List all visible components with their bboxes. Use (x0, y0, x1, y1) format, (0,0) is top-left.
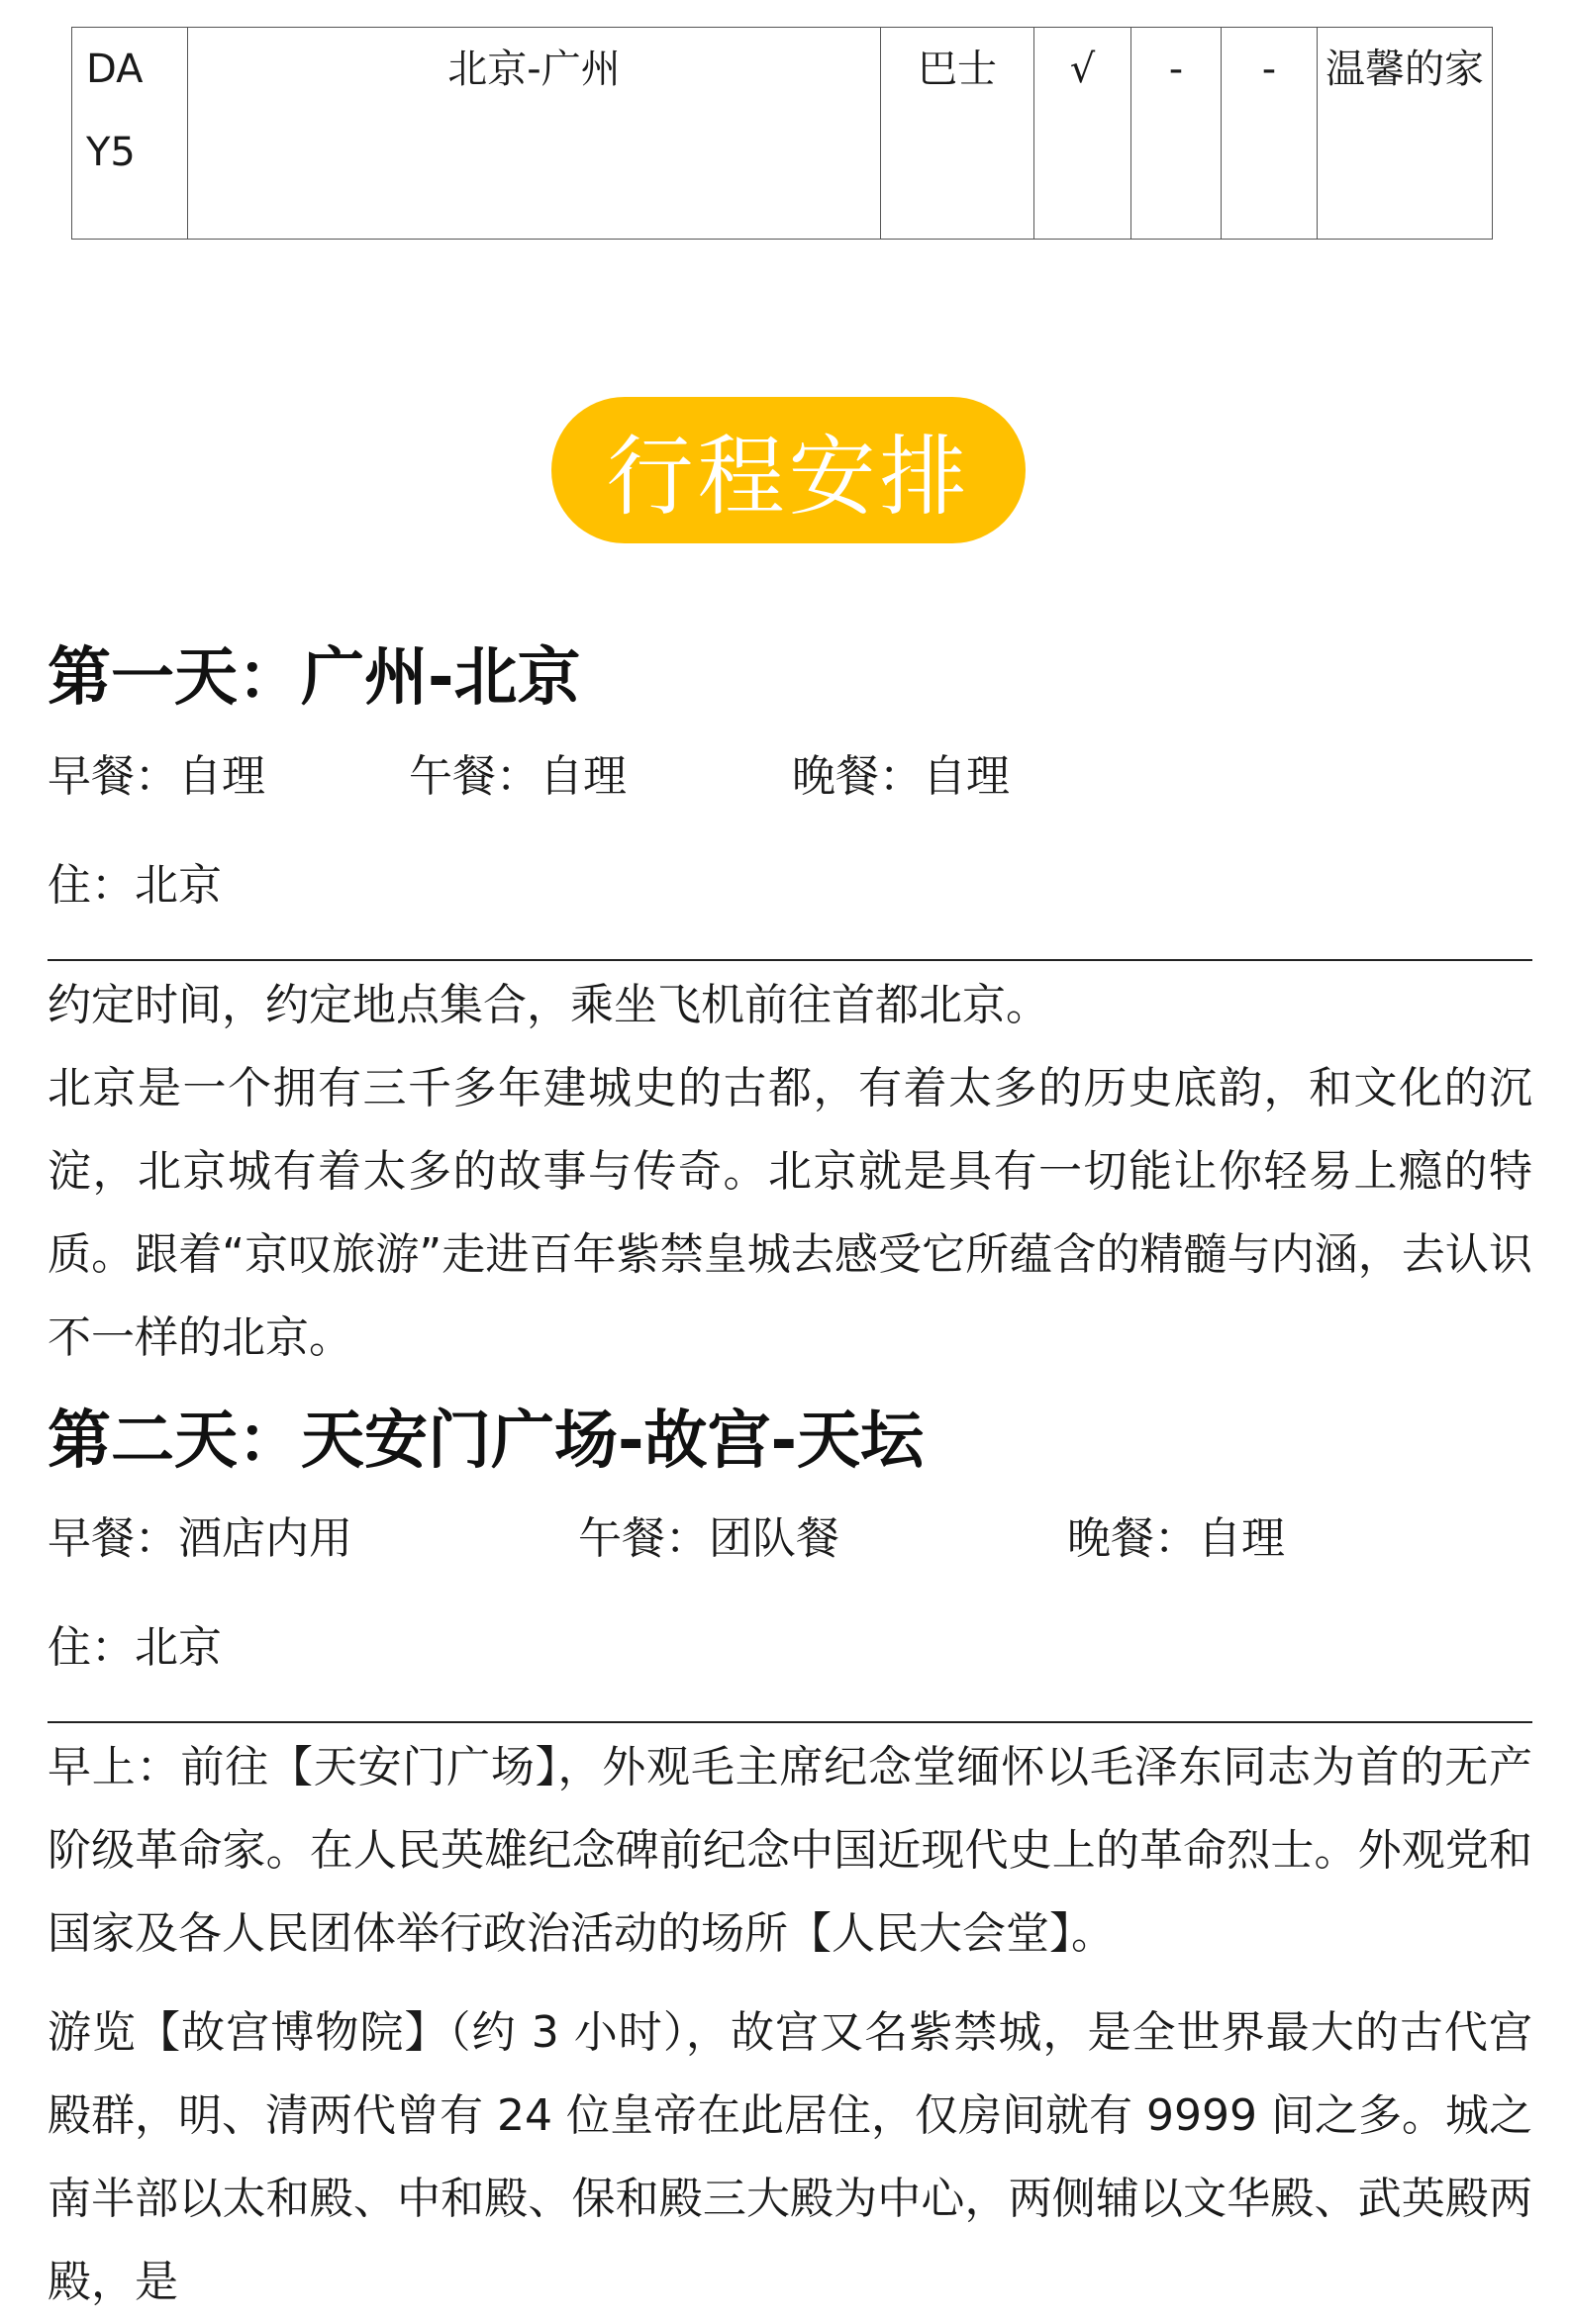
day1-breakfast: 早餐：自理 (48, 751, 265, 802)
day2-heading: 第二天：天安门广场-故宫-天坛 (48, 1404, 925, 1478)
breakfast-cell: √ (1034, 28, 1131, 240)
day2-paragraph-2: 游览【故宫博物院】（约 3 小时），故宫又名紫禁城，是全世界最大的古代宫殿群，明、清两代曾有 24 位皇帝在此居住，仅房间就有 9999 间之多。城之南半部以太和殿、中和殿、保和殿三大殿为中心，两侧辅以文华殿、武英殿两殿，是 (48, 2007, 1532, 2307)
day1-stay: 住：北京 (48, 860, 222, 911)
hotel-cell: 温馨的家 (1318, 28, 1493, 240)
table-row (72, 28, 1493, 240)
day2-lunch: 午餐：团队餐 (578, 1513, 839, 1564)
day1-paragraph-2: 北京是一个拥有三千多年建城史的古都，有着太多的历史底韵，和文化的沉淀，北京城有着太多的故事与传奇。北京就是具有一切能让你轻易上瘾的特质。跟着“京叹旅游”走进百年紫禁皇城去感受它所蕴含的精髓与内涵，去认识不一样的北京。 (48, 1063, 1532, 1363)
day2-paragraph-1: 早上：前往【天安门广场】，外观毛主席纪念堂缅怀以毛泽东同志为首的无产阶级革命家。在人民英雄纪念碑前纪念中国近现代史上的革命烈士。外观党和国家及各人民团体举行政治活动的场所【人民大会堂】。 (48, 1742, 1532, 1959)
day1-lunch: 午餐：自理 (409, 751, 627, 802)
transport-cell: 巴士 (881, 28, 1034, 240)
day2-stay: 住：北京 (48, 1622, 222, 1673)
day2-breakfast: 早餐：酒店内用 (48, 1513, 352, 1564)
day1-dinner: 晚餐：自理 (792, 751, 1010, 802)
schedule-table (71, 27, 1493, 240)
day2-divider (48, 1721, 1532, 1723)
day2-dinner: 晚餐：自理 (1067, 1513, 1285, 1564)
route-cell: 北京-广州 (188, 28, 881, 240)
day1-divider (48, 959, 1532, 961)
lunch-cell: - (1131, 28, 1222, 240)
section-title: 行程安排 (551, 397, 1026, 543)
dinner-cell: - (1222, 28, 1318, 240)
day-cell: DA Y5 (72, 28, 188, 240)
day1-heading: 第一天：广州-北京 (48, 641, 581, 715)
day1-paragraph-1: 约定时间，约定地点集合，乘坐飞机前往首都北京。 (48, 980, 1049, 1030)
